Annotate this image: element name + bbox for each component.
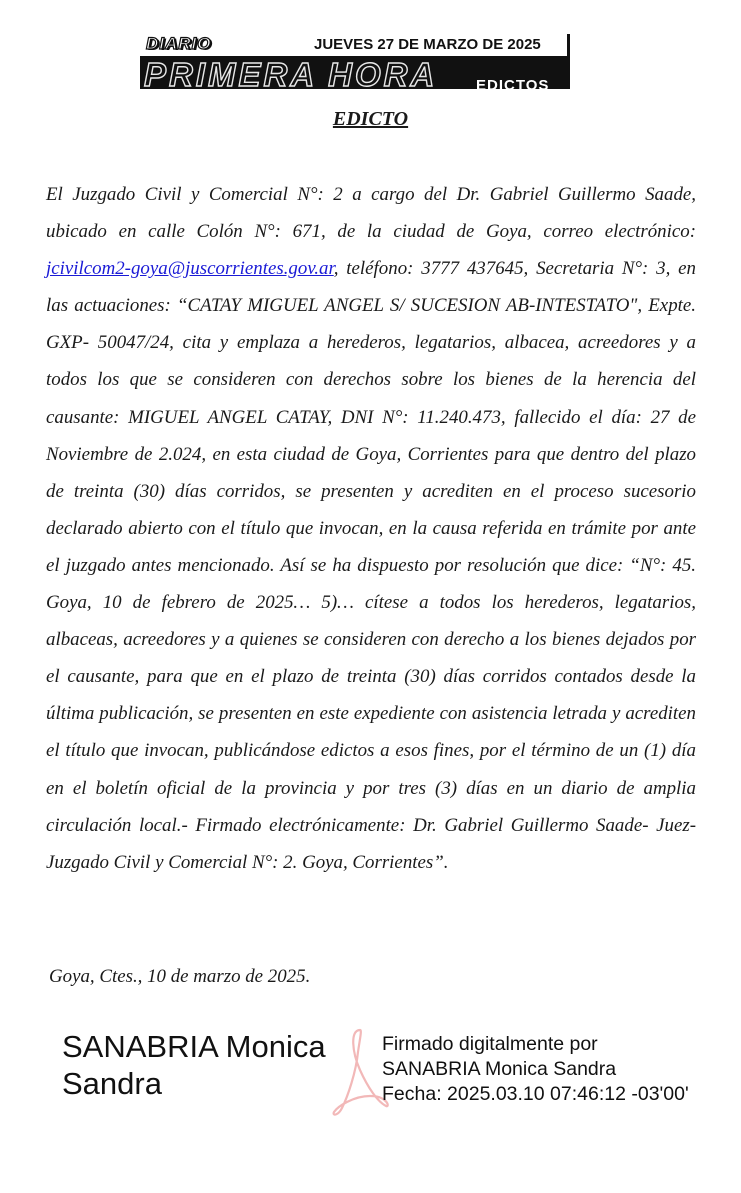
edict-body <box>46 176 696 881</box>
signature-line-2: SANABRIA Monica Sandra <box>382 1058 617 1080</box>
masthead-date: JUEVES 27 DE MARZO DE 2025 <box>314 36 541 53</box>
adobe-signature-icon <box>330 1026 390 1118</box>
signer-name: SANABRIA Monica Sandra <box>62 1029 326 1101</box>
signature-line-3: Fecha: 2025.03.10 07:46:12 -03'00' <box>382 1083 689 1105</box>
masthead-brand-top: DIARIO <box>146 34 212 53</box>
masthead-banner <box>140 59 570 89</box>
edict-body-main: , teléfono: 3777 437645, Secretaria N°: 3, en las actuaciones: “CATAY MIGUEL ANGEL S/ SUCESION AB-INTESTATO", Expte. GXP- 50047/24, cita y emplaza a herederos, legatarios, albacea, acreedores y a todos los que se consideren con derechos sobre los bienes de la herencia del causante: MIGUEL ANGEL CATAY, DNI N°: 11.240.473, fallecido el día: 27 de Noviembre de 2.024, en esta ciudad de Goya, Corrientes para que dentro del plazo de treinta (30) días corridos, se presenten y acrediten en el proceso sucesorio declarado abierto con el título que invocan, en la causa referida en trámite por ante el juzgado antes mencionado. Así se ha dispuesto por resolución que dice: “N°: 45. Goya, 10 de febrero de 2025… 5)… cítese a todos los herederos, legatarios, albaceas, acreedores y a quienes se consideren con derecho a los bienes dejados por el causante, para que en el plazo de treinta (30) días corridos contados desde la última publicación, se presenten en este expediente con asistencia letrada y acrediten el título que invocan, publicándose edictos a esos fines, por el término de un (1) día en el boletín oficial de la provincia y por tres (3) días en un diario de amplia circulación local.- Firmado electrónicamente: Dr. Gabriel Guillermo Saade- Juez- Juzgado Civil y Comercial N°: 2. Goya, Corrientes”. <box>46 258 696 873</box>
masthead-divider <box>567 34 570 59</box>
document-title: EDICTO <box>332 108 409 130</box>
signature-line-1: Firmado digitalmente por <box>382 1033 598 1055</box>
newspaper-masthead <box>140 34 570 90</box>
edict-body-intro: El Juzgado Civil y Comercial N°: 2 a cargo del Dr. Gabriel Guillermo Saade, ubicado en calle Colón N°: 671, de la ciudad de Goya, correo electrónico: <box>46 184 696 243</box>
court-email-link[interactable]: jcivilcom2-goya@juscorrientes.gov.ar <box>46 258 334 280</box>
masthead-brand-main: PRIMERA HORA <box>144 59 438 89</box>
place-and-date: Goya, Ctes., 10 de marzo de 2025. <box>49 966 311 987</box>
digital-signature-block <box>382 1032 689 1107</box>
masthead-section: EDICTOS <box>476 77 550 89</box>
